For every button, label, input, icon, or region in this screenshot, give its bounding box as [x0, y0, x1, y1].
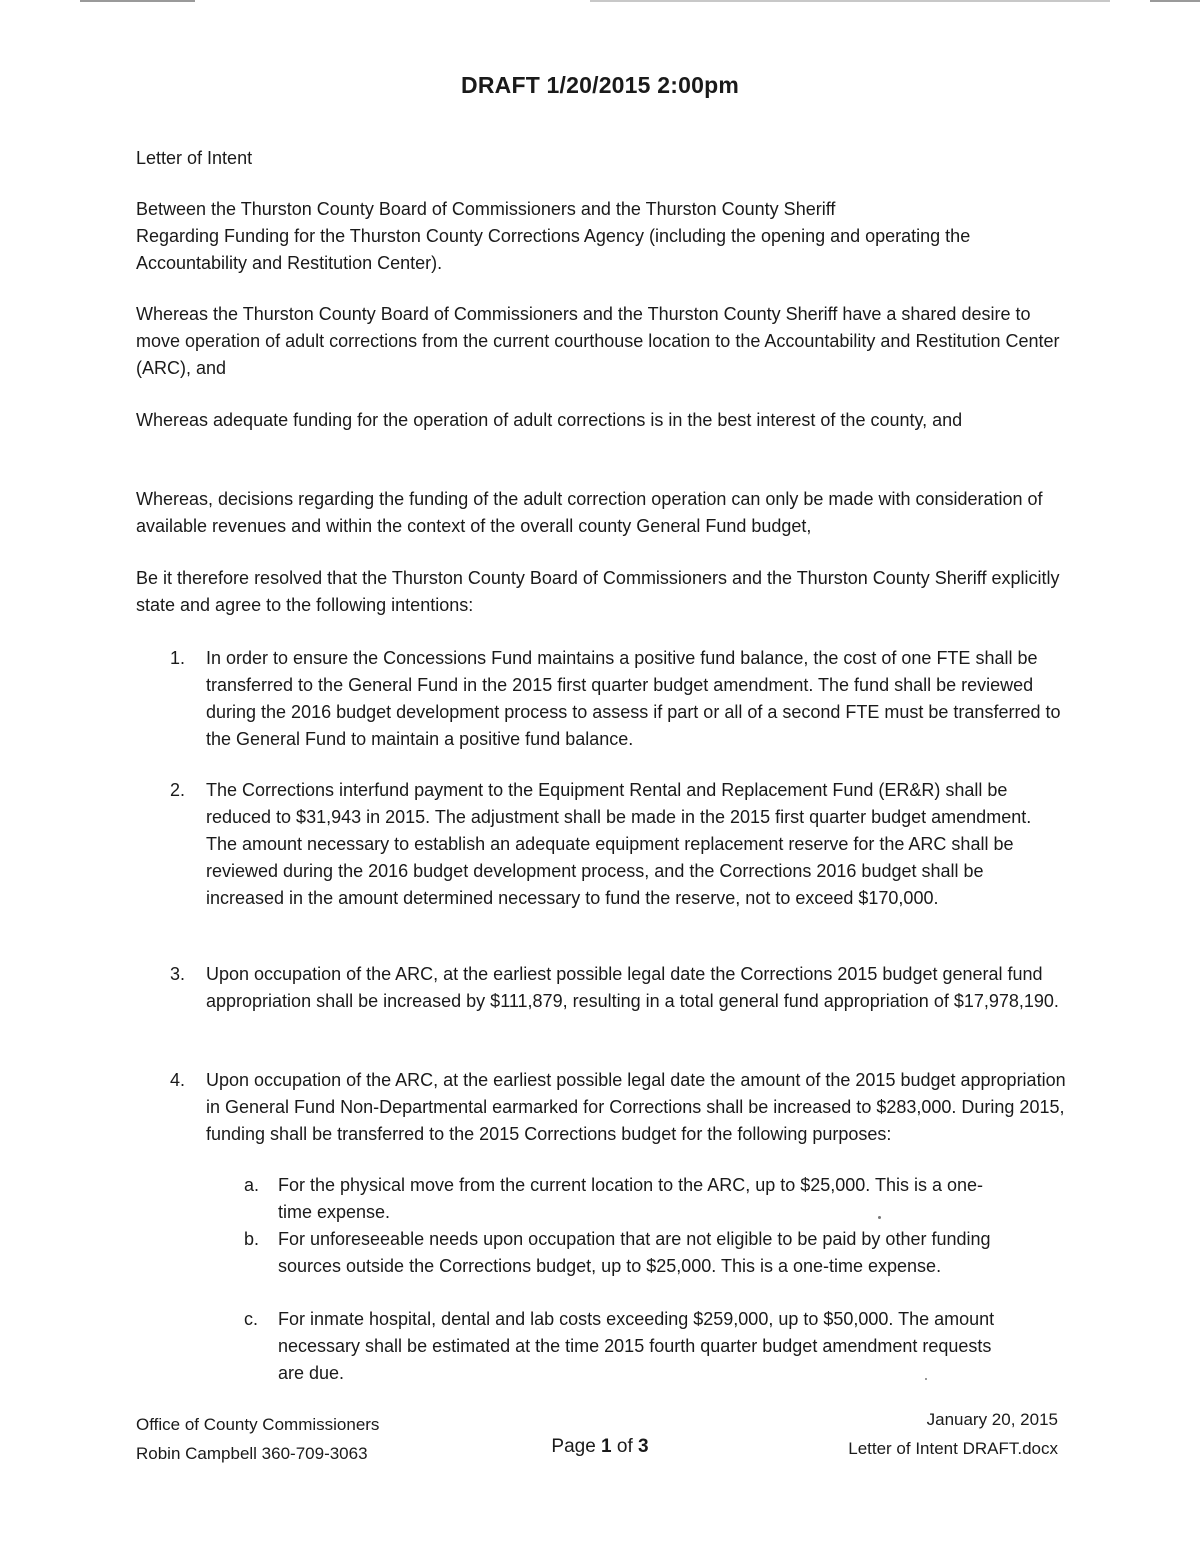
sub-list-item-letter: c. — [244, 1309, 259, 1329]
list-item-number: 1. — [170, 648, 186, 668]
list-item-text: Upon occupation of the ARC, at the earliest possible legal date the Corrections 2015 budget general fund appropriation shall be increased by $111,879, resulting in a total general fund appropriation of $17,978,190. — [206, 964, 1059, 1011]
footer-right — [848, 1405, 1058, 1463]
list-item-text: In order to ensure the Concessions Fund maintains a positive fund balance, the cost of one FTE shall be transferred to the General Fund in the 2015 first quarter budget amendment. The fund shall be reviewed during the 2016 budget development process to assess if part or all of a second FTE must be transferred to the General Fund to maintain a positive fund balance. — [206, 648, 1061, 749]
sub-list-item-text: For the physical move from the current location to the ARC, up to $25,000. This is a one-time expense. — [278, 1175, 984, 1222]
whereas-paragraph-1: Whereas the Thurston County Board of Commissioners and the Thurston County Sheriff have a shared desire to move operation of adult corrections from the current courthouse location to the Accountability and Restitution Center (ARC), and — [136, 304, 1060, 378]
document-subject: Letter of Intent — [136, 148, 253, 168]
list-item-text: Upon occupation of the ARC, at the earliest possible legal date the amount of the 2015 budget appropriation in General Fund Non-Departmental earmarked for Corrections shall be increased to $283,000. During 2015, funding shall be transferred to the 2015 Corrections budget for the following purposes: — [206, 1070, 1066, 1144]
whereas-paragraph-2: Whereas adequate funding for the operation of adult corrections is in the best interest of the county, and — [136, 410, 963, 430]
draft-title: DRAFT 1/20/2015 2:00pm — [461, 72, 739, 98]
sub-list-item-letter: b. — [244, 1229, 260, 1249]
page-number-prefix: Page — [551, 1436, 602, 1457]
sub-list-item-text: For unforeseeable needs upon occupation that are not eligible to be paid by other funding sources outside the Corrections budget, up to $25,000. This is a one-time expense. — [278, 1229, 991, 1276]
list-item-number: 4. — [170, 1070, 186, 1090]
whereas-paragraph-3: Whereas, decisions regarding the funding of the adult correction operation can only be made with consideration of available revenues and within the context of the overall county General Fund budget, — [136, 489, 1043, 536]
scan-speck — [925, 1378, 927, 1380]
sub-list-item-letter: a. — [244, 1175, 260, 1195]
scan-speck — [878, 1216, 881, 1219]
between-line: Between the Thurston County Board of Commissioners and the Thurston County Sheriff — [136, 199, 836, 219]
page-number-total: 3 — [638, 1436, 649, 1457]
regarding-line: Regarding Funding for the Thurston County Corrections Agency (including the opening and operating the Accountability and Restitution Center). — [136, 226, 971, 273]
resolved-paragraph: Be it therefore resolved that the Thurston County Board of Commissioners and the Thurston County Sheriff explicitly state and agree to the following intentions: — [136, 568, 1060, 615]
footer-filename: Letter of Intent DRAFT.docx — [848, 1439, 1058, 1458]
page-number-current: 1 — [601, 1436, 612, 1457]
footer-left — [136, 1410, 379, 1468]
sub-list-item-text: For inmate hospital, dental and lab costs exceeding $259,000, up to $50,000. The amount necessary shall be estimated at the time 2015 fourth quarter budget amendment requests are due. — [278, 1309, 995, 1383]
list-item-text: The Corrections interfund payment to the Equipment Rental and Replacement Fund (ER&R) shall be reduced to $31,943 in 2015. The adjustment shall be made in the 2015 first quarter budget amendment. The amount necessary to establish an adequate equipment replacement reserve for the ARC shall be reviewed during the 2016 budget development process, and the Corrections 2016 budget shall be increased in the amount determined necessary to fund the reserve, not to exceed $170,000. — [206, 780, 1032, 908]
page-number — [520, 1436, 680, 1458]
between-paragraph — [136, 196, 1066, 277]
list-item-number: 3. — [170, 964, 186, 984]
list-item-number: 2. — [170, 780, 186, 800]
footer-contact: Robin Campbell 360-709-3063 — [136, 1444, 368, 1463]
footer-office: Office of County Commissioners — [136, 1415, 380, 1434]
footer-date: January 20, 2015 — [926, 1410, 1058, 1429]
page-number-middle: of — [611, 1436, 639, 1457]
